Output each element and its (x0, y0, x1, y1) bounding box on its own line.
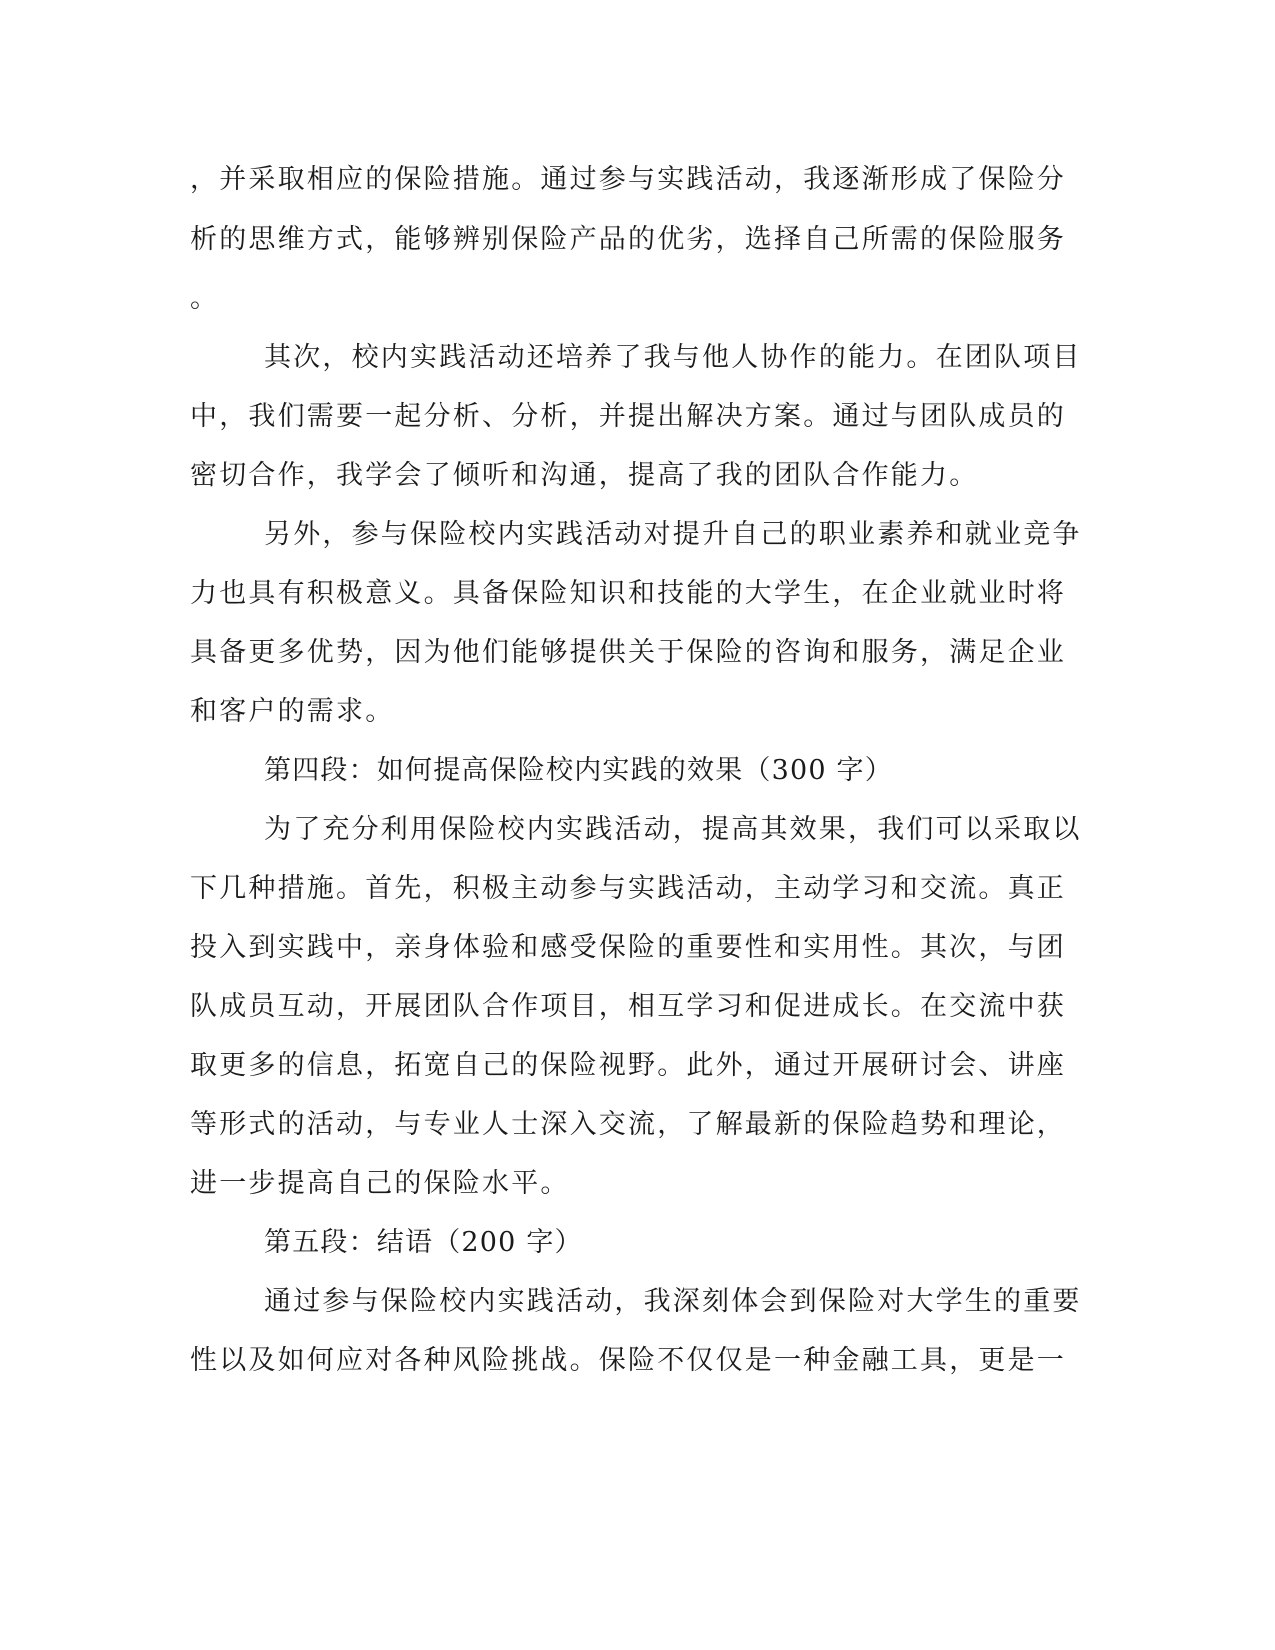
text-line: ，并采取相应的保险措施。通过参与实践活动，我逐渐形成了保险分 (190, 164, 1066, 195)
text-line: 中，我们需要一起分析、分析，并提出解决方案。通过与团队成员的 (190, 401, 1066, 432)
text-line: 具备更多优势，因为他们能够提供关于保险的咨询和服务，满足企业 (190, 637, 1066, 668)
text-line: 。 (190, 283, 220, 314)
paragraph-start-line: 另外，参与保险校内实践活动对提升自己的职业素养和就业竞争 (264, 519, 1082, 550)
text-line: 等形式的活动，与专业人士深入交流，了解最新的保险趋势和理论， (190, 1109, 1066, 1140)
section-heading: 第五段：结语（200 字） (264, 1227, 583, 1258)
section-heading: 第四段：如何提高保险校内实践的效果（300 字） (264, 755, 893, 786)
text-line: 下几种措施。首先，积极主动参与实践活动，主动学习和交流。真正 (190, 873, 1066, 904)
paragraph-start-line: 通过参与保险校内实践活动，我深刻体会到保险对大学生的重要 (264, 1286, 1082, 1317)
text-line: 投入到实践中，亲身体验和感受保险的重要性和实用性。其次，与团 (190, 932, 1066, 963)
text-line: 进一步提高自己的保险水平。 (190, 1168, 570, 1199)
text-line: 性以及如何应对各种风险挑战。保险不仅仅是一种金融工具，更是一 (190, 1345, 1066, 1376)
paragraph-start-line: 其次，校内实践活动还培养了我与他人协作的能力。在团队项目 (264, 342, 1082, 373)
text-line: 取更多的信息，拓宽自己的保险视野。此外，通过开展研讨会、讲座 (190, 1050, 1066, 1081)
text-line: 析的思维方式，能够辨别保险产品的优劣，选择自己所需的保险服务 (190, 224, 1066, 255)
paragraph-start-line: 为了充分利用保险校内实践活动，提高其效果，我们可以采取以 (264, 814, 1082, 845)
text-line: 力也具有积极意义。具备保险知识和技能的大学生，在企业就业时将 (190, 578, 1066, 609)
text-line: 密切合作，我学会了倾听和沟通，提高了我的团队合作能力。 (190, 460, 979, 491)
text-line: 队成员互动，开展团队合作项目，相互学习和促进成长。在交流中获 (190, 991, 1066, 1022)
text-line: 和客户的需求。 (190, 696, 395, 727)
